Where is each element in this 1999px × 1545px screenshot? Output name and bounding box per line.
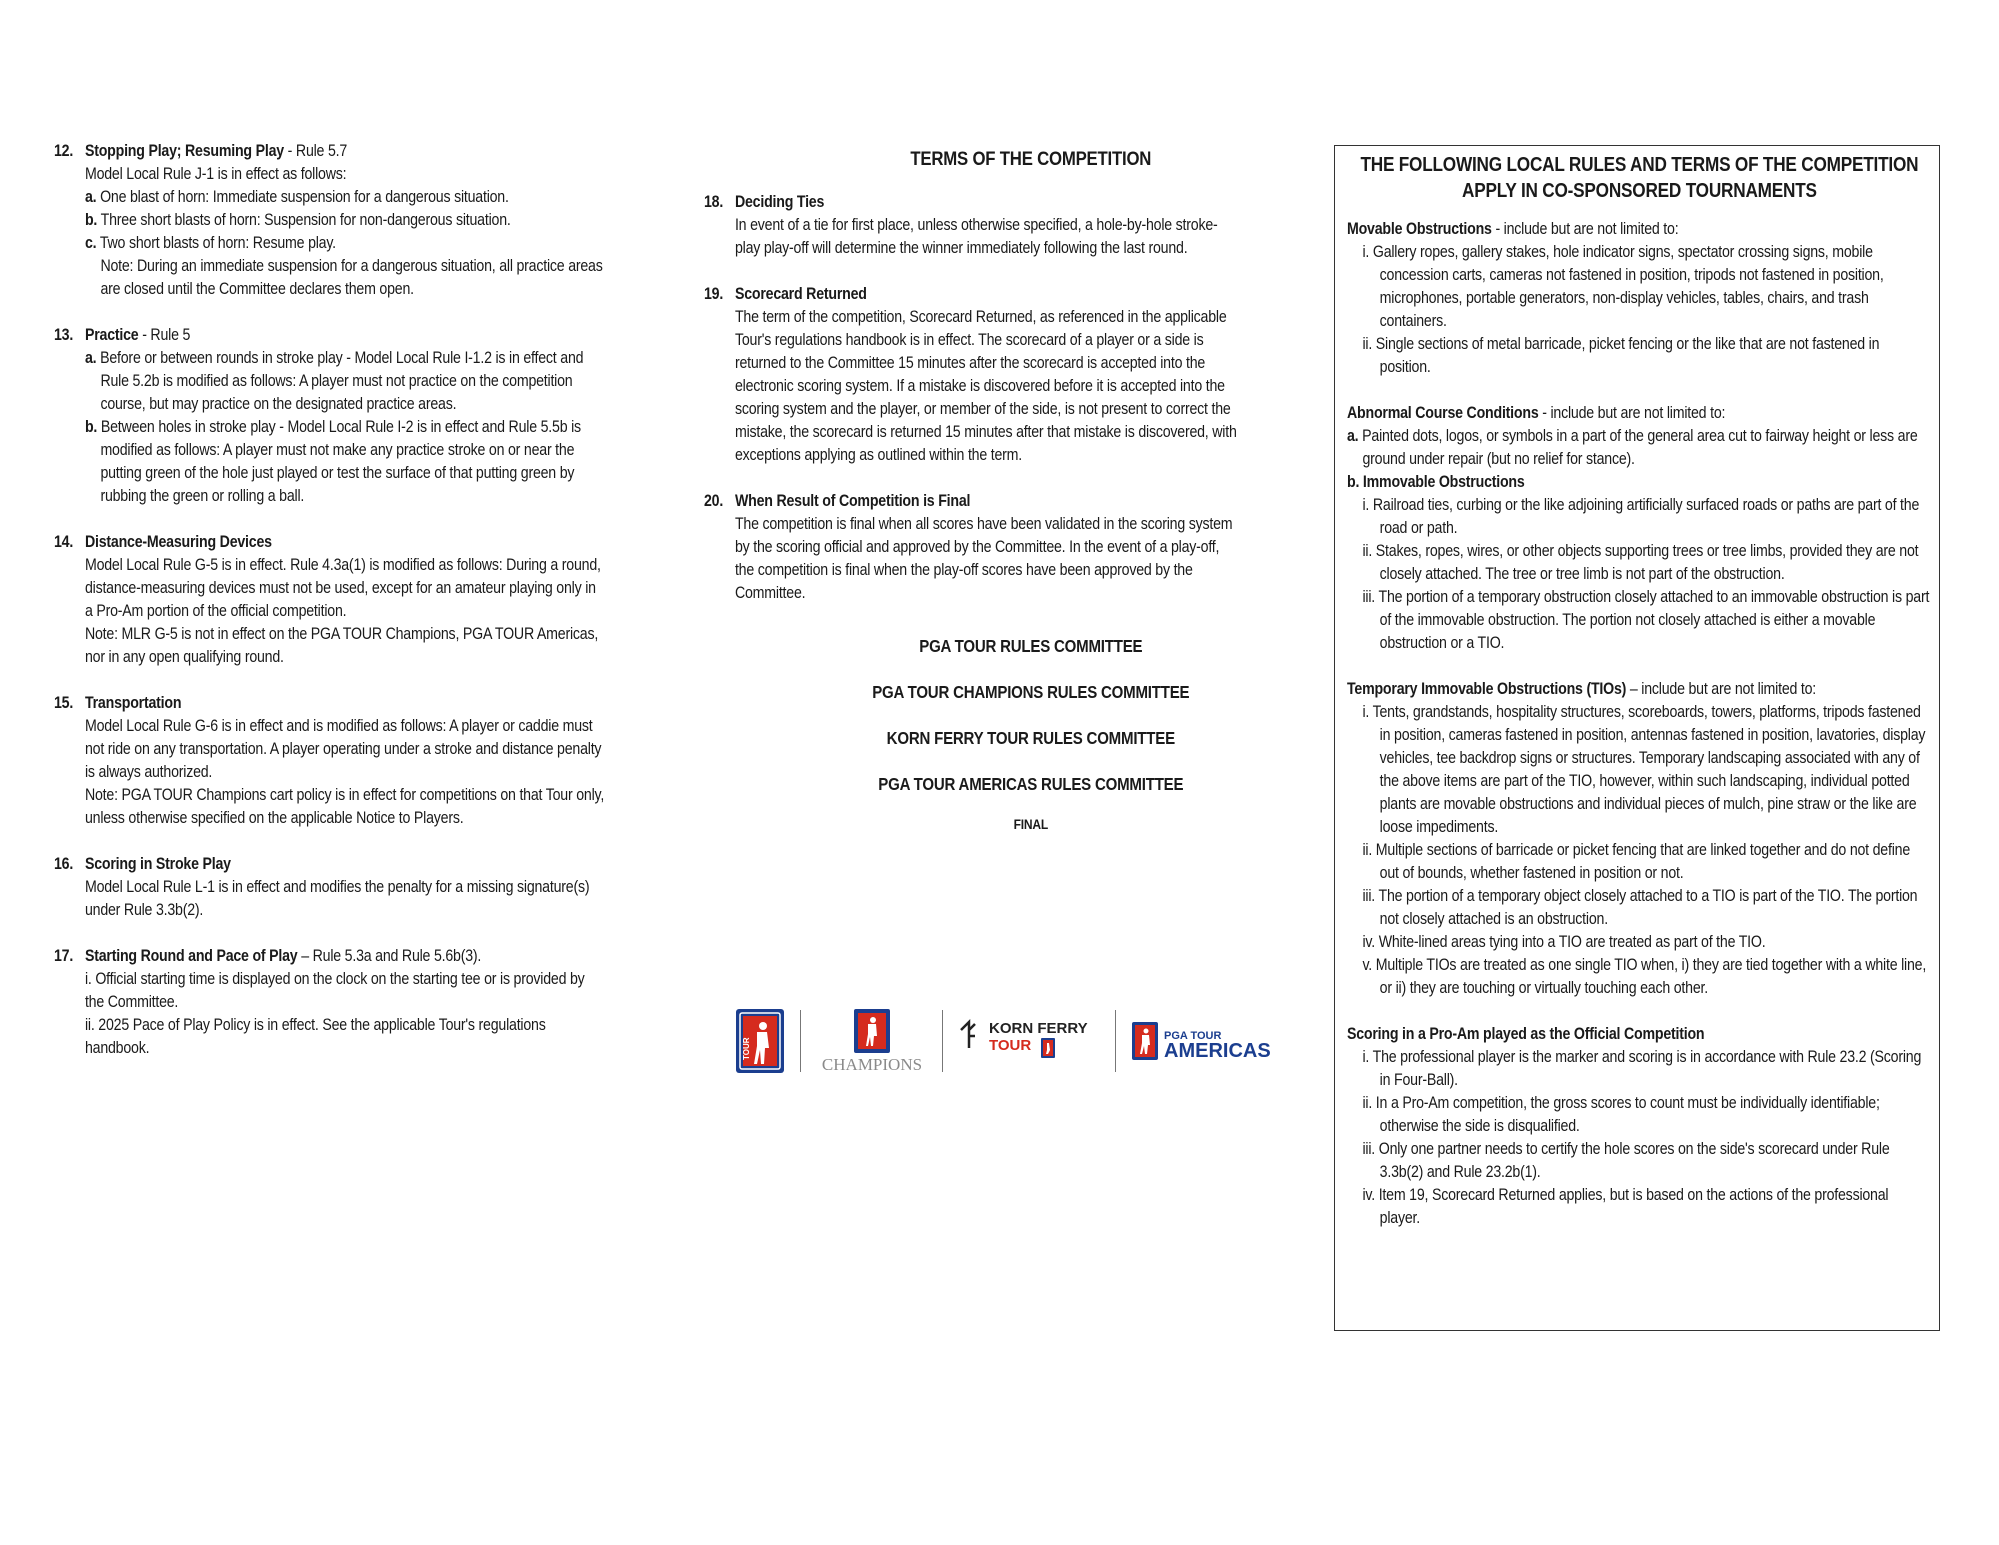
- rule-text: Model Local Rule L-1 is in effect and modifies the penalty for a missing signature(s) under Rule 3.3b(2).: [84, 878, 590, 919]
- rule-text: Model Local Rule G-5 is in effect. Rule 4.3a(1) is modified as follows: During a round, distance-measuring devices must not be used, except for an amateur playing only in a Pro-Am portion of the official competition.: [84, 556, 601, 620]
- movable-obstructions-section: [1347, 218, 1932, 379]
- rule-number: 13.: [54, 326, 74, 344]
- rule-heading: Distance-Measuring Devices: [84, 533, 272, 551]
- rule-heading: Stopping Play; Resuming Play - Rule 5.7: [84, 142, 348, 160]
- committee-pga-tour: PGA TOUR RULES COMMITTEE: [919, 636, 1143, 656]
- rule-text: ii. 2025 Pace of Play Policy is in effect. See the applicable Tour's regulations handbook.: [84, 1016, 546, 1057]
- committee-americas: PGA TOUR AMERICAS RULES COMMITTEE: [878, 774, 1184, 794]
- rule-17: [54, 945, 604, 1060]
- rule-text: In event of a tie for first place, unless otherwise specified, a hole-by-hole stroke-play play-off will determine the winner immediately following the last round.: [734, 216, 1218, 257]
- svg-text:CHAMPIONS: CHAMPIONS: [821, 1055, 923, 1074]
- pro-am-scoring-section: [1347, 1023, 1932, 1230]
- section-item: v. Multiple TIOs are treated as one single TIO when, i) they are tied together with a white line, or ii) they are touching or virtually touching each other.: [1362, 956, 1927, 997]
- section-item: iii. The portion of a temporary object closely attached to a TIO is part of the TIO. The portion not closely attached is an obstruction.: [1362, 887, 1918, 928]
- rule-13: [54, 324, 604, 508]
- americas-shield-icon: [1131, 1008, 1275, 1074]
- committee-signatures: [756, 635, 1306, 836]
- section-item: i. Railroad ties, curbing or the like adjoining artificially surfaced roads or paths are part of the road or path.: [1362, 496, 1920, 537]
- rule-number: 18.: [704, 193, 724, 211]
- rule-text: i. Official starting time is displayed on the clock on the starting tee or is provided by the Committee.: [84, 970, 585, 1011]
- logo-divider: [800, 1010, 801, 1072]
- korn-ferry-mark-icon: [953, 1008, 1093, 1074]
- pga-tour-logo: [735, 1008, 785, 1079]
- section-item: i. The professional player is the marker and scoring is in accordance with Rule 23.2 (Scoring in Four-Ball).: [1362, 1048, 1922, 1089]
- section-item: iv. Item 19, Scorecard Returned applies, but is based on the actions of the professional player.: [1362, 1186, 1889, 1227]
- pga-tour-americas-logo: [1131, 1008, 1275, 1079]
- rule-number: 12.: [54, 142, 74, 160]
- rule-18: [704, 191, 1237, 260]
- right-column: [1347, 152, 1932, 1253]
- tio-section: [1347, 678, 1932, 1000]
- logo-divider: [942, 1010, 943, 1072]
- rule-note: Note: PGA TOUR Champions cart policy is in effect for competitions on that Tour only, unless otherwise specified on the applicable Notice to Players.: [84, 786, 605, 827]
- section-item: ii. In a Pro-Am competition, the gross scores to count must be individually identifiable; otherwise the side is disqualified.: [1362, 1094, 1880, 1135]
- section-item: iii. The portion of a temporary obstruction closely attached to an immovable obstruction is part of the immovable obstruction. The portion not closely attached is either a movable obstruction or a TIO.: [1362, 588, 1930, 652]
- champions-logo: [817, 1008, 927, 1079]
- rule-19: [704, 283, 1237, 467]
- final-label: FINAL: [1013, 816, 1048, 832]
- rule-heading: When Result of Competition is Final: [734, 492, 971, 510]
- svg-text:TOUR: TOUR: [742, 1037, 751, 1060]
- rule-12: [54, 140, 604, 301]
- korn-ferry-logo: [953, 1008, 1093, 1079]
- terms-title: TERMS OF THE COMPETITION: [910, 148, 1152, 170]
- rule-number: 20.: [704, 492, 724, 510]
- section-item: ii. Single sections of metal barricade, picket fencing or the like that are not fastened in position.: [1362, 335, 1880, 376]
- rule-note: Note: During an immediate suspension for a dangerous situation, all practice areas are closed until the Committee declares them open.: [100, 257, 603, 298]
- co-sponsored-rules-box: [1334, 145, 1940, 1331]
- section-item: iii. Only one partner needs to certify the hole scores on the side's scorecard under Rule 3.3b(2) and Rule 23.2b(1).: [1362, 1140, 1890, 1181]
- section-item: i. Tents, grandstands, hospitality structures, scoreboards, towers, platforms, tripods fastened in position, cameras fastened in position, antennas fastened in position, lavatories, display vehicles, tee backdrop signs or structures. Temporary landscaping associated with any of the above items are part of the TIO, however, within such landscaping, individual potted plants are movable obstructions and individual pieces of mulch, pine straw or the like are loose impediments.: [1362, 703, 1926, 836]
- champions-shield-icon: [817, 1008, 927, 1074]
- rule-text: The term of the competition, Scorecard Returned, as referenced in the applicable Tour's regulations handbook is in effect. The scorecard of a player or a side is returned to the Committee 15 minutes after the scorecard is accepted into the electronic scoring system. If a mistake is discovered before it is accepted into the scoring system and the player, or member of the side, is not present to correct the mistake, the scorecard is returned 15 minutes after that mistake is discovered, with exceptions applying as outlined within the term.: [734, 308, 1237, 464]
- rule-sub-item: a. Before or between rounds in stroke play - Model Local Rule I-1.2 is in effect and Rule 5.2b is modified as follows: A player must not practice on the competition course, but may practice on the designated practice areas.: [84, 349, 584, 413]
- section-heading: Movable Obstructions - include but are not limited to:: [1347, 220, 1679, 238]
- committee-korn-ferry: KORN FERRY TOUR RULES COMMITTEE: [886, 728, 1175, 748]
- section-heading: Temporary Immovable Obstructions (TIOs) – include but are not limited to:: [1347, 680, 1817, 698]
- rule-16: [54, 853, 604, 922]
- rule-sub-item: c. Two short blasts of horn: Resume play.: [84, 234, 336, 252]
- rule-15: [54, 692, 604, 830]
- rule-heading: Starting Round and Pace of Play – Rule 5.3a and Rule 5.6b(3).: [84, 947, 482, 965]
- rule-20: [704, 490, 1237, 605]
- svg-text:TOUR: TOUR: [989, 1037, 1032, 1054]
- rule-number: 16.: [54, 855, 74, 873]
- rule-heading: Practice - Rule 5: [84, 326, 191, 344]
- logo-divider: [1115, 1010, 1116, 1072]
- middle-column: [704, 148, 1237, 836]
- section-heading: Scoring in a Pro-Am played as the Official Competition: [1347, 1025, 1705, 1043]
- committee-champions: PGA TOUR CHAMPIONS RULES COMMITTEE: [872, 682, 1190, 702]
- rule-heading: Deciding Ties: [734, 193, 825, 211]
- section-subheading: b. Immovable Obstructions: [1347, 473, 1525, 491]
- rule-sub-item: b. Three short blasts of horn: Suspension for non-dangerous situation.: [84, 211, 511, 229]
- rule-text: Model Local Rule J-1 is in effect as follows:: [84, 165, 347, 183]
- rule-number: 14.: [54, 533, 74, 551]
- left-column: [54, 140, 604, 1083]
- box-title: THE FOLLOWING LOCAL RULES AND TERMS OF THE COMPETITION APPLY IN CO-SPONSORED TOURNAMENTS: [1360, 154, 1919, 202]
- rule-heading: Scoring in Stroke Play: [84, 855, 231, 873]
- section-item: i. Gallery ropes, gallery stakes, hole indicator signs, spectator crossing signs, mobile concession carts, cameras not fastened in position, tripods not fastened in position, microphones, portable generators, non-display vehicles, tables, chairs, and trash containers.: [1362, 243, 1884, 330]
- rule-text: Model Local Rule G-6 is in effect and is modified as follows: A player or caddie must not ride on any transportation. A player operating under a stroke and distance penalty is always authorized.: [84, 717, 602, 781]
- rule-sub-item: a. One blast of horn: Immediate suspension for a dangerous situation.: [84, 188, 509, 206]
- section-item: a. Painted dots, logos, or symbols in a part of the general area cut to fairway height or less are ground under repair (but no relief for stance).: [1347, 427, 1918, 468]
- pga-tour-shield-icon: [735, 1008, 785, 1074]
- svg-text:AMERICAS: AMERICAS: [1164, 1040, 1271, 1062]
- rule-number: 19.: [704, 285, 724, 303]
- section-item: ii. Stakes, ropes, wires, or other objects supporting trees or tree limbs, provided they are not closely attached. The tree or tree limb is not part of the obstruction.: [1362, 542, 1919, 583]
- rule-heading: Transportation: [84, 694, 182, 712]
- svg-text:PGA TOUR: PGA TOUR: [1164, 1030, 1222, 1042]
- section-item: ii. Multiple sections of barricade or picket fencing that are linked together and do not define out of bounds, whether fastened in position or not.: [1362, 841, 1911, 882]
- section-item: iv. White-lined areas tying into a TIO are treated as part of the TIO.: [1362, 933, 1766, 951]
- rule-14: [54, 531, 604, 669]
- tour-logos: [735, 1008, 1275, 1074]
- rule-text: The competition is final when all scores have been validated in the scoring system by the scoring official and approved by the Committee. In the event of a play-off, the competition is final when the play-off scores have been approved by the Committee.: [734, 515, 1233, 602]
- rule-note: Note: MLR G-5 is not in effect on the PGA TOUR Champions, PGA TOUR Americas, nor in any open qualifying round.: [84, 625, 599, 666]
- section-heading: Abnormal Course Conditions - include but are not limited to:: [1347, 404, 1726, 422]
- rule-number: 15.: [54, 694, 74, 712]
- rule-sub-item: b. Between holes in stroke play - Model Local Rule I-2 is in effect and Rule 5.5b is modified as follows: A player must not make any practice stroke on or near the putting green of the hole just played or test the surface of that putting green by rubbing the green or rolling a ball.: [84, 418, 581, 505]
- rule-heading: Scorecard Returned: [734, 285, 867, 303]
- abnormal-course-conditions-section: [1347, 402, 1932, 655]
- svg-text:KORN FERRY: KORN FERRY: [989, 1020, 1088, 1037]
- rule-number: 17.: [54, 947, 74, 965]
